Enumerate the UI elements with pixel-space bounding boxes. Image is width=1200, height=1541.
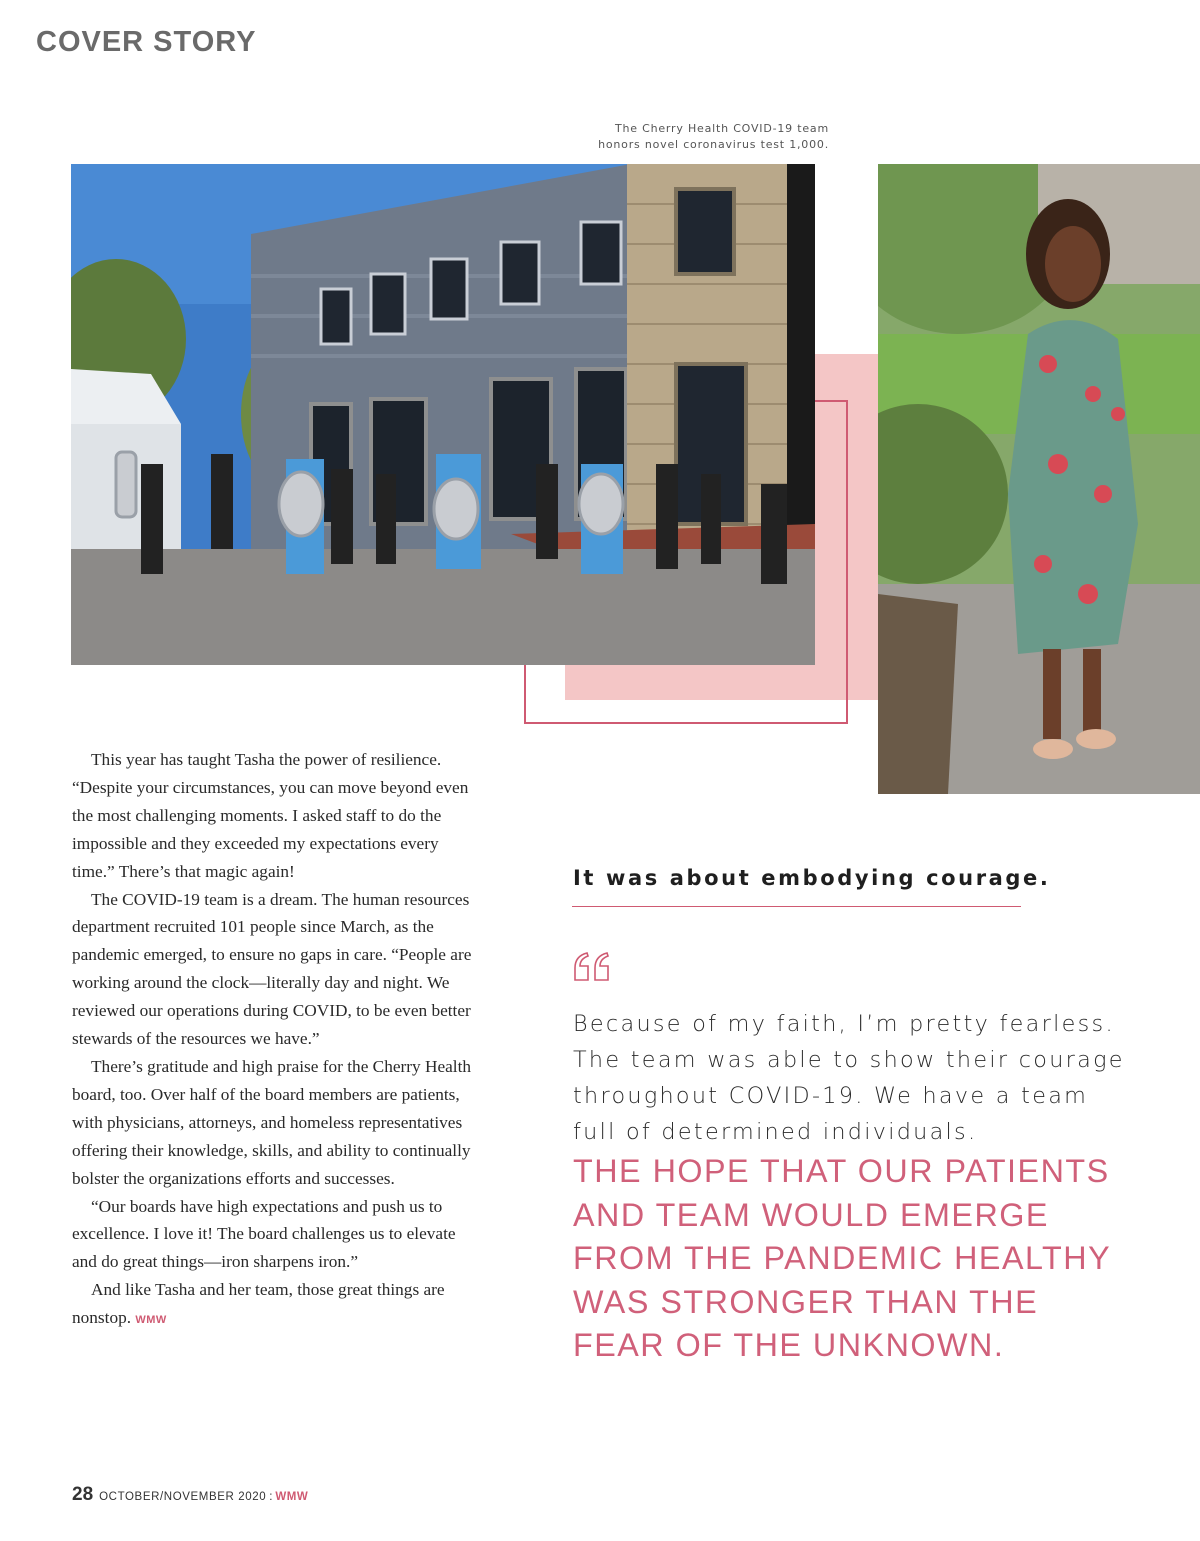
pull-quote-text xyxy=(573,1006,1133,1150)
article-paragraph-last xyxy=(72,1276,472,1335)
page-footer xyxy=(72,1484,308,1506)
issue-date: OCTOBER/NOVEMBER 2020 xyxy=(99,1491,267,1503)
pull-quote-divider xyxy=(572,906,1021,907)
pull-quote-emphasis-line: WAS STRONGER THAN THE xyxy=(573,1283,1039,1320)
pull-quote-emphasis-line: AND TEAM WOULD EMERGE xyxy=(573,1196,1049,1233)
pull-quote-emphasis-line: FEAR OF THE UNKNOWN. xyxy=(573,1327,1005,1364)
article-paragraph: The COVID-19 team is a dream. The human resources department recruited 101 people since March, as the pandemic emerged, to ensure no gaps in care. “People are working around the clock—literally day and night. We reviewed our operations during COVID, to be even better stewards of the resources we have.” xyxy=(72,889,472,1049)
pull-quote-line: full of determined individuals. xyxy=(573,1119,978,1145)
pull-quote-emphasis-line: FROM THE PANDEMIC HEALTHY xyxy=(573,1240,1112,1277)
pull-quote-line: Because of my faith, I’m pretty fearless. xyxy=(573,1011,1115,1037)
pull-quote-emphasis xyxy=(573,1150,1173,1368)
magazine-name: WMW xyxy=(275,1491,309,1503)
article-paragraph: “Our boards have high expectations and push us to excellence. I love it! The board challenges us to elevate and do great things—iron sharpens iron.” xyxy=(72,1196,456,1272)
pull-quote-line: throughout COVID-19. We have a team xyxy=(573,1083,1089,1109)
article-paragraph-text: And like Tasha and her team, those great things are nonstop. xyxy=(72,1280,445,1328)
portrait-photo xyxy=(878,164,1200,794)
article-paragraph: There’s gratitude and high praise for the Cherry Health board, too. Over half of the board members are patients, with physicians, attorneys, and homeless representatives offering their knowledge, skills, and ability to continually bolster the organizations efforts and successes. xyxy=(72,1056,472,1188)
photo-caption xyxy=(560,121,829,153)
pull-quote-line: The team was able to show their courage xyxy=(573,1047,1125,1073)
page-number: 28 xyxy=(72,1484,94,1505)
footer-separator: : xyxy=(269,1491,273,1503)
article-signoff: WMW xyxy=(135,1314,167,1327)
article-body xyxy=(72,746,472,1335)
team-photo xyxy=(71,164,815,665)
pull-quote-heading: It was about embodying courage. xyxy=(573,866,1051,890)
photo-caption-line: The Cherry Health COVID-19 team xyxy=(614,122,829,135)
photo-caption-line: honors novel coronavirus test 1,000. xyxy=(598,138,829,151)
section-label: COVER STORY xyxy=(36,26,257,58)
quote-mark-icon xyxy=(571,950,613,984)
article-paragraph: This year has taught Tasha the power of resilience. “Despite your circumstances, you can move beyond even the most challenging moments. I asked staff to do the impossible and they exceeded my expectations every time.” There’s that magic again! xyxy=(72,750,469,881)
pull-quote-emphasis-line: THE HOPE THAT OUR PATIENTS xyxy=(573,1153,1110,1189)
